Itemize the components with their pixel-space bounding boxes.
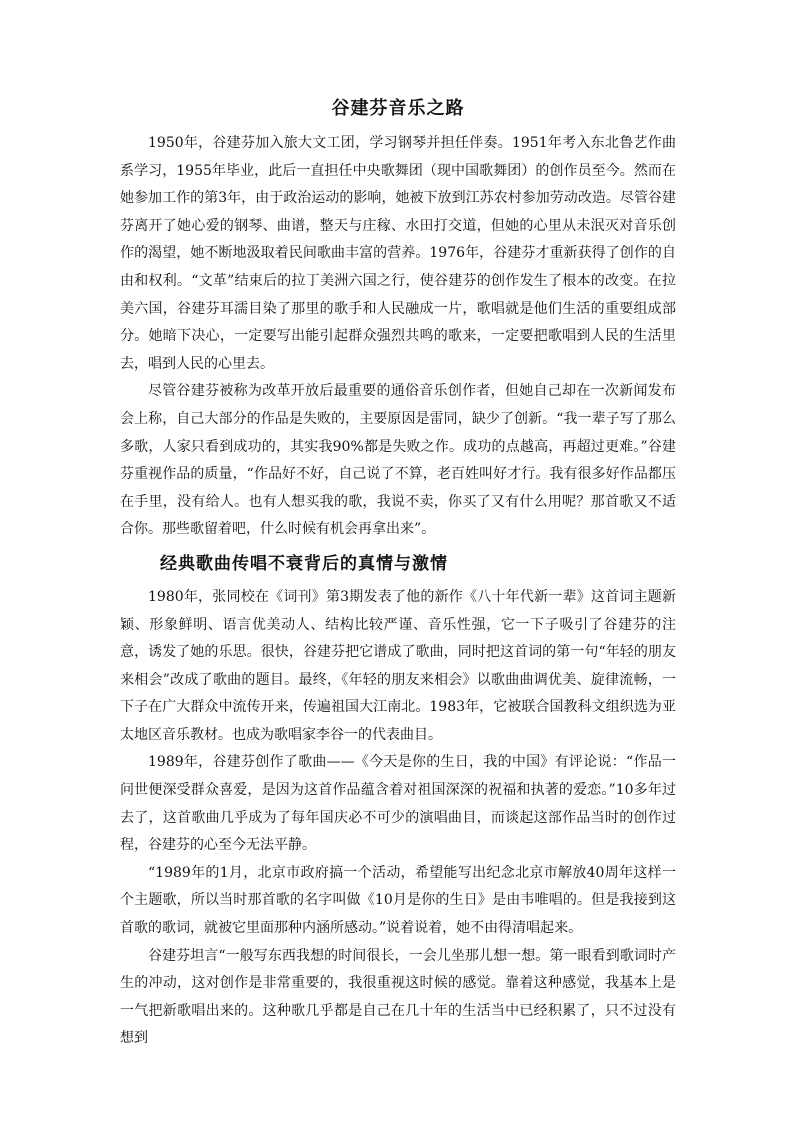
document-page xyxy=(120,92,676,1053)
body-paragraph-2: 尽管谷建芬被称为改革开放后最重要的通俗音乐创作者，但她自己却在一次新闻发布会上称，自己大部分的作品是失败的，主要原因是雷同，缺少了创新。“我一辈子写了那么多歌，人家只看到成功的，其实我90%都是失败之作。成功的点越高，再超过更难。”谷建芬重视作品的质量，“作品好不好，自己说了不算，老百姓叫好才行。我有很多好作品都压在手里，没有给人。也有人想买我的歌，我说不卖，你买了又有什么用呢？那首歌又不适合你。那些歌留着吧，什么时候有机会再拿出来”。 xyxy=(120,383,676,538)
section-heading: 经典歌曲传唱不衰背后的真情与激情 xyxy=(160,553,448,574)
body-paragraph-5: “1989年的1月，北京市政府搞一个活动，希望能写出纪念北京市解放40周年这样一个主题歌，所以当时那首歌的名字叫做《10月是你的生日》是由韦唯唱的。但是我接到这首歌的歌词，就被它里面那种内涵所感动。”说着说着，她不由得清唱起来。 xyxy=(120,864,676,937)
body-paragraph-6: 谷建芬坦言“一般写东西我想的时间很长，一会儿坐那儿想一想。第一眼看到歌词时产生的冲动，这对创作是非常重要的，我很重视这时候的感觉。靠着这种感觉，我基本上是一气把新歌唱出来的。这种歌几乎都是自己在几十年的生活当中已经积累了，只不过没有想到 xyxy=(120,947,676,1047)
body-paragraph-4: 1989年，谷建芬创作了歌曲——《今天是你的生日，我的中国》有评论说：“作品一问世便深受群众喜爱，是因为这首作品蕴含着对祖国深深的祝福和执著的爱恋。”10多年过去了，这首歌曲几乎成为了每年国庆必不可少的演唱曲目，而谈起这部作品当时的创作过程，谷建芬的心至今无法平静。 xyxy=(120,754,676,854)
body-paragraph-1: 1950年，谷建芬加入旅大文工团，学习钢琴并担任伴奏。1951年考入东北鲁艺作曲系学习，1955年毕业，此后一直担任中央歌舞团（现中国歌舞团）的创作员至今。然而在她参加工作的第3年，由于政治运动的影响，她被下放到江苏农村参加劳动改造。尽管谷建芬离开了她心爱的钢琴、曲谱，整天与庄稼、水田打交道，但她的心里从未泯灭对音乐创作的渴望，她不断地汲取着民间歌曲丰富的营养。1976年，谷建芬才重新获得了创作的自由和权利。“文革”结束后的拉丁美洲六国之行，使谷建芬的创作发生了根本的改变。在拉美六国，谷建芬耳濡目染了那里的歌手和人民融成一片，歌唱就是他们生活的重要组成部分。她暗下决心，一定要写出能引起群众强烈共鸣的歌来，一定要把歌唱到人民的生活里去，唱到人民的心里去。 xyxy=(120,135,676,372)
body-paragraph-3: 1980年，张同校在《词刊》第3期发表了他的新作《八十年代新一辈》这首词主题新颖、形象鲜明、语言优美动人、结构比较严谨、音乐性强，它一下子吸引了谷建芬的注意，诱发了她的乐思。很快，谷建芬把它谱成了歌曲，同时把这首词的第一句“年轻的朋友来相会”改成了歌曲的题目。最终，《年轻的朋友来相会》以歌曲曲调优美、旋律流畅，一下子在广大群众中流传开来，传遍祖国大江南北。1983年，它被联合国教科文组织选为亚太地区音乐教材。也成为歌唱家李谷一的代表曲目。 xyxy=(120,588,676,743)
document-title: 谷建芬音乐之路 xyxy=(331,98,465,119)
